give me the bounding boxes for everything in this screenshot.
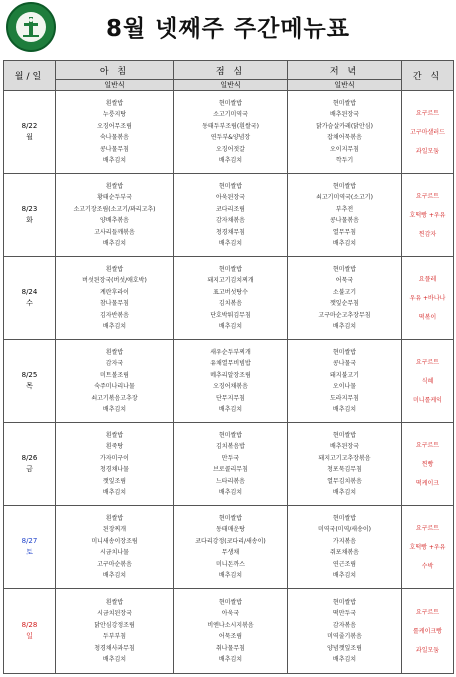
dish-item: 흰쌀밥 [105,348,124,356]
dish-item: 가자미구이 [100,454,129,462]
dish-item: 배추김치 [102,572,127,579]
date-column-header: 월/일 [4,61,56,91]
dish-item: 현미쌀밥 [218,265,243,273]
snack-item: 호떡빵 +우유 [409,211,446,219]
dish-item: 현미쌀밥 [218,598,243,606]
dish-item: 현미쌀밥 [332,514,357,522]
lunch-cell [174,340,288,423]
dish-item: 잡채어묵볶음 [327,134,362,141]
lunch-subheader: 일반식 [174,80,288,91]
dish-item: 숙나물볶음 [100,134,129,141]
day-row [4,91,454,174]
dish-item: 쇠고기미역국(소고기) [316,194,373,201]
dish-item: 참나물무침 [100,300,129,307]
snack-item: 찐감자 [418,230,437,238]
weekday-label: 토 [26,548,33,556]
dish-item: 콩나물볶음 [330,217,359,224]
date-cell [4,257,56,340]
day-row [4,589,454,674]
dish-item: 깍두기 [335,157,354,164]
snack-item: 과일모둠 [415,646,440,654]
lunch-cell [174,423,288,506]
dish-item: 김자반볶음 [100,311,129,319]
dish-item: 단무지무침 [216,394,245,402]
breakfast-cell [56,174,174,257]
organization-logo [6,2,56,52]
snack-cell [402,91,454,174]
breakfast-cell [56,506,174,589]
lunch-cell [174,257,288,340]
date-cell [4,340,56,423]
dish-item: 코다리강정(코다리/새송이) [195,537,266,545]
dish-item: 오징어젓갈 [216,145,245,153]
dish-item: 콩나물무침 [100,145,129,153]
snack-item: 떡케이크 [415,479,440,487]
dish-item: 배추김치 [102,406,127,413]
snack-item: 수박 [421,562,434,570]
dish-item: 배추된장국 [330,443,359,450]
dish-item: 고구마순고추장무침 [318,311,371,319]
snack-cell [402,506,454,589]
breakfast-cell [56,91,174,174]
dish-item: 배추김치 [102,656,127,663]
dish-item: 깻잎조림 [102,477,127,485]
dish-item: 된장찌개 [102,526,127,533]
date-cell [4,506,56,589]
snack-item: 요구르트 [415,608,440,616]
dish-item: 새우순두부찌개 [210,348,251,356]
dish-item: 소고기미역국 [213,111,248,118]
day-row [4,174,454,257]
snack-item: 요구르트 [415,192,440,200]
dish-item: 시금치된장국 [97,610,132,617]
dish-item: 가지볶음 [332,537,357,545]
weekday-label: 금 [26,465,33,473]
dish-item: 표고버섯탕수 [213,288,248,296]
dish-item: 연두부&양념장 [210,134,251,141]
dish-item: 현미쌀밥 [218,431,243,439]
weekday-label: 월 [26,133,33,141]
dish-item: 두부부침 [102,633,127,640]
date-label: 8/27 [21,537,38,545]
snack-item: 호떡빵 +우유 [409,543,446,551]
dish-item: 열무무침 [332,228,357,236]
dish-item: 연근조림 [332,560,357,568]
dish-item: 현미쌀밥 [218,99,243,107]
dish-item: 어묵조림 [218,633,243,640]
date-label: 8/28 [21,621,38,629]
weekday-label: 수 [26,299,33,307]
date-cell [4,423,56,506]
snack-cell [402,423,454,506]
dish-item: 돼지불고기 [330,371,359,379]
dish-item: 현미쌀밥 [218,514,243,522]
dinner-subheader: 일반식 [288,80,402,91]
day-row [4,423,454,506]
dish-item: 배추김치 [218,406,243,413]
dish-item: 배추김치 [332,656,357,663]
breakfast-cell [56,589,174,674]
snack-item: 요구르트 [415,358,440,366]
dish-item: 누룽지탕 [102,111,127,118]
dish-item: 느타리볶음 [216,477,245,485]
dish-item: 미역국(미역/새송이) [317,526,372,533]
breakfast-column-header: 아 침 [56,61,174,80]
dish-item: 미니돈까스 [216,560,245,568]
dish-item: 김치볶음밥 [216,443,245,450]
dish-item: 소고기장조림(소고기/꽈리고추) [73,205,156,213]
dish-item: 배추김치 [218,157,243,164]
dish-item: 소불고기 [332,288,357,296]
dish-item: 쇠고기볶음고추장 [91,394,138,402]
dish-item: 돼지고기김치찌개 [207,277,254,284]
dish-item: 어묵국 [335,277,354,284]
dish-item: 배추김치 [218,572,243,579]
dish-item: 비엔나소시지볶음 [207,621,254,629]
lunch-cell [174,506,288,589]
dish-item: 오이나물 [332,383,357,390]
dish-item: 돼지고기고추장볶음 [318,454,371,462]
dish-item: 닭안심강정조림 [94,621,135,629]
dish-item: 콩나물국 [332,360,357,367]
date-label: 8/24 [21,288,38,296]
dish-item: 흰쌀밥 [105,182,124,190]
dish-item: 감자국 [105,360,124,367]
dish-item: 고구마순볶음 [97,560,132,568]
date-cell [4,174,56,257]
dish-item: 취나물무침 [216,644,245,652]
dish-item: 배추된장국 [330,111,359,118]
dish-item: 흰쌀밥 [105,514,124,522]
snack-item: 찐빵 [421,460,434,468]
breakfast-cell [56,423,174,506]
snack-item: 요구르트 [415,109,440,117]
dish-item: 고사리들깨볶음 [94,228,135,236]
dish-item: 현미쌀밥 [332,99,357,107]
dish-item: 만두국 [221,454,240,462]
dish-item: 배추김치 [332,406,357,413]
day-row [4,257,454,340]
dish-item: 떡만두국 [332,610,357,617]
dish-item: 현미쌀밥 [332,182,357,190]
dish-item: 배추김치 [332,240,357,247]
weekday-label: 일 [26,632,33,640]
day-row [4,340,454,423]
dish-item: 흰쌀밥 [105,598,124,606]
dish-item: 숙주미나리나물 [94,383,135,390]
dish-item: 오이지무침 [330,145,359,153]
day-row [4,506,454,589]
snack-item: 과일모둠 [415,147,440,155]
snack-item: 롤케이크빵 [413,627,442,635]
dish-item: 미트볼조림 [100,371,129,379]
snack-item: 식혜 [421,377,434,385]
dish-item: 배추김치 [218,323,243,330]
dish-item: 감자채볶음 [216,217,245,224]
date-label: 8/22 [21,122,38,130]
dish-item: 동태두부조림(흰쌀국) [202,122,259,130]
snack-column-header: 간 식 [402,61,454,91]
dish-item: 배추김치 [332,489,357,496]
lunch-column-header: 점 심 [174,61,288,80]
page-title: 8월 넷째주 주간메뉴표 [106,16,350,42]
dish-item: 배추김치 [332,572,357,579]
dish-item: 쥐포채볶음 [330,549,359,556]
dish-item: 감자볶음 [332,621,357,629]
dish-item: 청경채무침 [216,228,245,236]
dinner-cell [288,91,402,174]
dish-item: 도라지무침 [330,394,359,402]
dish-item: 유채열무비빔밥 [210,360,251,367]
dish-item: 미니새송이장조림 [91,537,138,545]
dish-item: 깻잎순무침 [330,300,359,307]
date-label: 8/26 [21,454,38,462]
dish-item: 무생채 [221,549,240,556]
dish-item: 미역줄기볶음 [327,633,362,640]
snack-item: 요플레 [418,275,437,283]
snack-item: 요구르트 [415,524,440,532]
dinner-cell [288,423,402,506]
lunch-cell [174,174,288,257]
dish-item: 배추김치 [218,656,243,663]
snack-cell [402,174,454,257]
dish-item: 닭가슴살카레(닭안심) [316,122,373,130]
snack-item: 고구마샐러드 [410,128,445,136]
dish-item: 흰죽탕 [105,443,124,450]
weekday-label: 화 [26,216,33,224]
dish-item: 배추김치 [102,157,127,164]
weekly-menu-table [3,60,454,674]
snack-cell [402,589,454,674]
dish-item: 양념깻잎조림 [327,644,362,652]
weekday-label: 목 [26,382,33,390]
dish-item: 코다리조림 [216,205,245,213]
dish-item: 열무김치볶음 [327,477,362,485]
lunch-cell [174,91,288,174]
dish-item: 현미쌀밥 [332,265,357,273]
breakfast-cell [56,340,174,423]
snack-item: 미니롤케익 [413,396,442,404]
dish-item: 브로콜리무침 [213,466,248,473]
menu-body [4,91,454,674]
breakfast-cell [56,257,174,340]
dish-item: 아욱된장국 [216,194,245,201]
lunch-cell [174,589,288,674]
dish-item: 청포묵김무침 [327,466,362,473]
snack-cell [402,340,454,423]
dish-item: 현미쌀밥 [332,348,357,356]
dish-item: 버섯된장국(버섯/애호박) [82,277,147,284]
dish-item: 현미쌀밥 [332,431,357,439]
dish-item: 흰쌀밥 [105,431,124,439]
dish-item: 흰쌀밥 [105,99,124,107]
dish-item: 부추전 [335,205,354,213]
dish-item: 청경채사과무침 [94,644,135,652]
date-label: 8/25 [21,371,38,379]
snack-item: 우유 +바나나 [409,294,446,302]
dish-item: 양배추볶음 [100,217,129,224]
dish-item: 배추김치 [102,240,127,247]
dish-item: 청경채나물 [100,466,129,473]
dish-item: 아욱국 [221,610,240,617]
dish-item: 배추김치 [218,240,243,247]
dish-item: 단호박튀김무침 [210,311,251,319]
dish-item: 계란후라이 [100,288,129,296]
date-cell [4,589,56,674]
dish-item: 오징어무조림 [97,122,132,130]
dinner-cell [288,340,402,423]
date-label: 8/23 [21,205,38,213]
dish-item: 배추김치 [102,489,127,496]
date-cell [4,91,56,174]
dish-item: 시금치나물 [100,549,129,556]
breakfast-subheader: 일반식 [56,80,174,91]
dish-item: 현미쌀밥 [332,598,357,606]
logo-emblem-icon [16,12,46,42]
snack-item: 떡볶이 [418,313,437,321]
snack-item: 요구르트 [415,441,440,449]
dinner-cell [288,257,402,340]
dish-item: 오징어채볶음 [213,383,248,390]
dinner-column-header: 저 녁 [288,61,402,80]
dish-item: 김치볶음 [218,300,243,307]
page-header [0,0,456,58]
dish-item: 현미쌀밥 [218,182,243,190]
dish-item: 메추리알장조림 [210,371,251,379]
snack-cell [402,257,454,340]
dinner-cell [288,174,402,257]
dish-item: 배추김치 [332,323,357,330]
dish-item: 흰쌀밥 [105,265,124,273]
dish-item: 배추김치 [218,489,243,496]
dinner-cell [288,589,402,674]
dish-item: 배추김치 [102,323,127,330]
dish-item: 황태순두부국 [97,194,132,201]
dinner-cell [288,506,402,589]
dish-item: 동태매운탕 [216,526,245,533]
